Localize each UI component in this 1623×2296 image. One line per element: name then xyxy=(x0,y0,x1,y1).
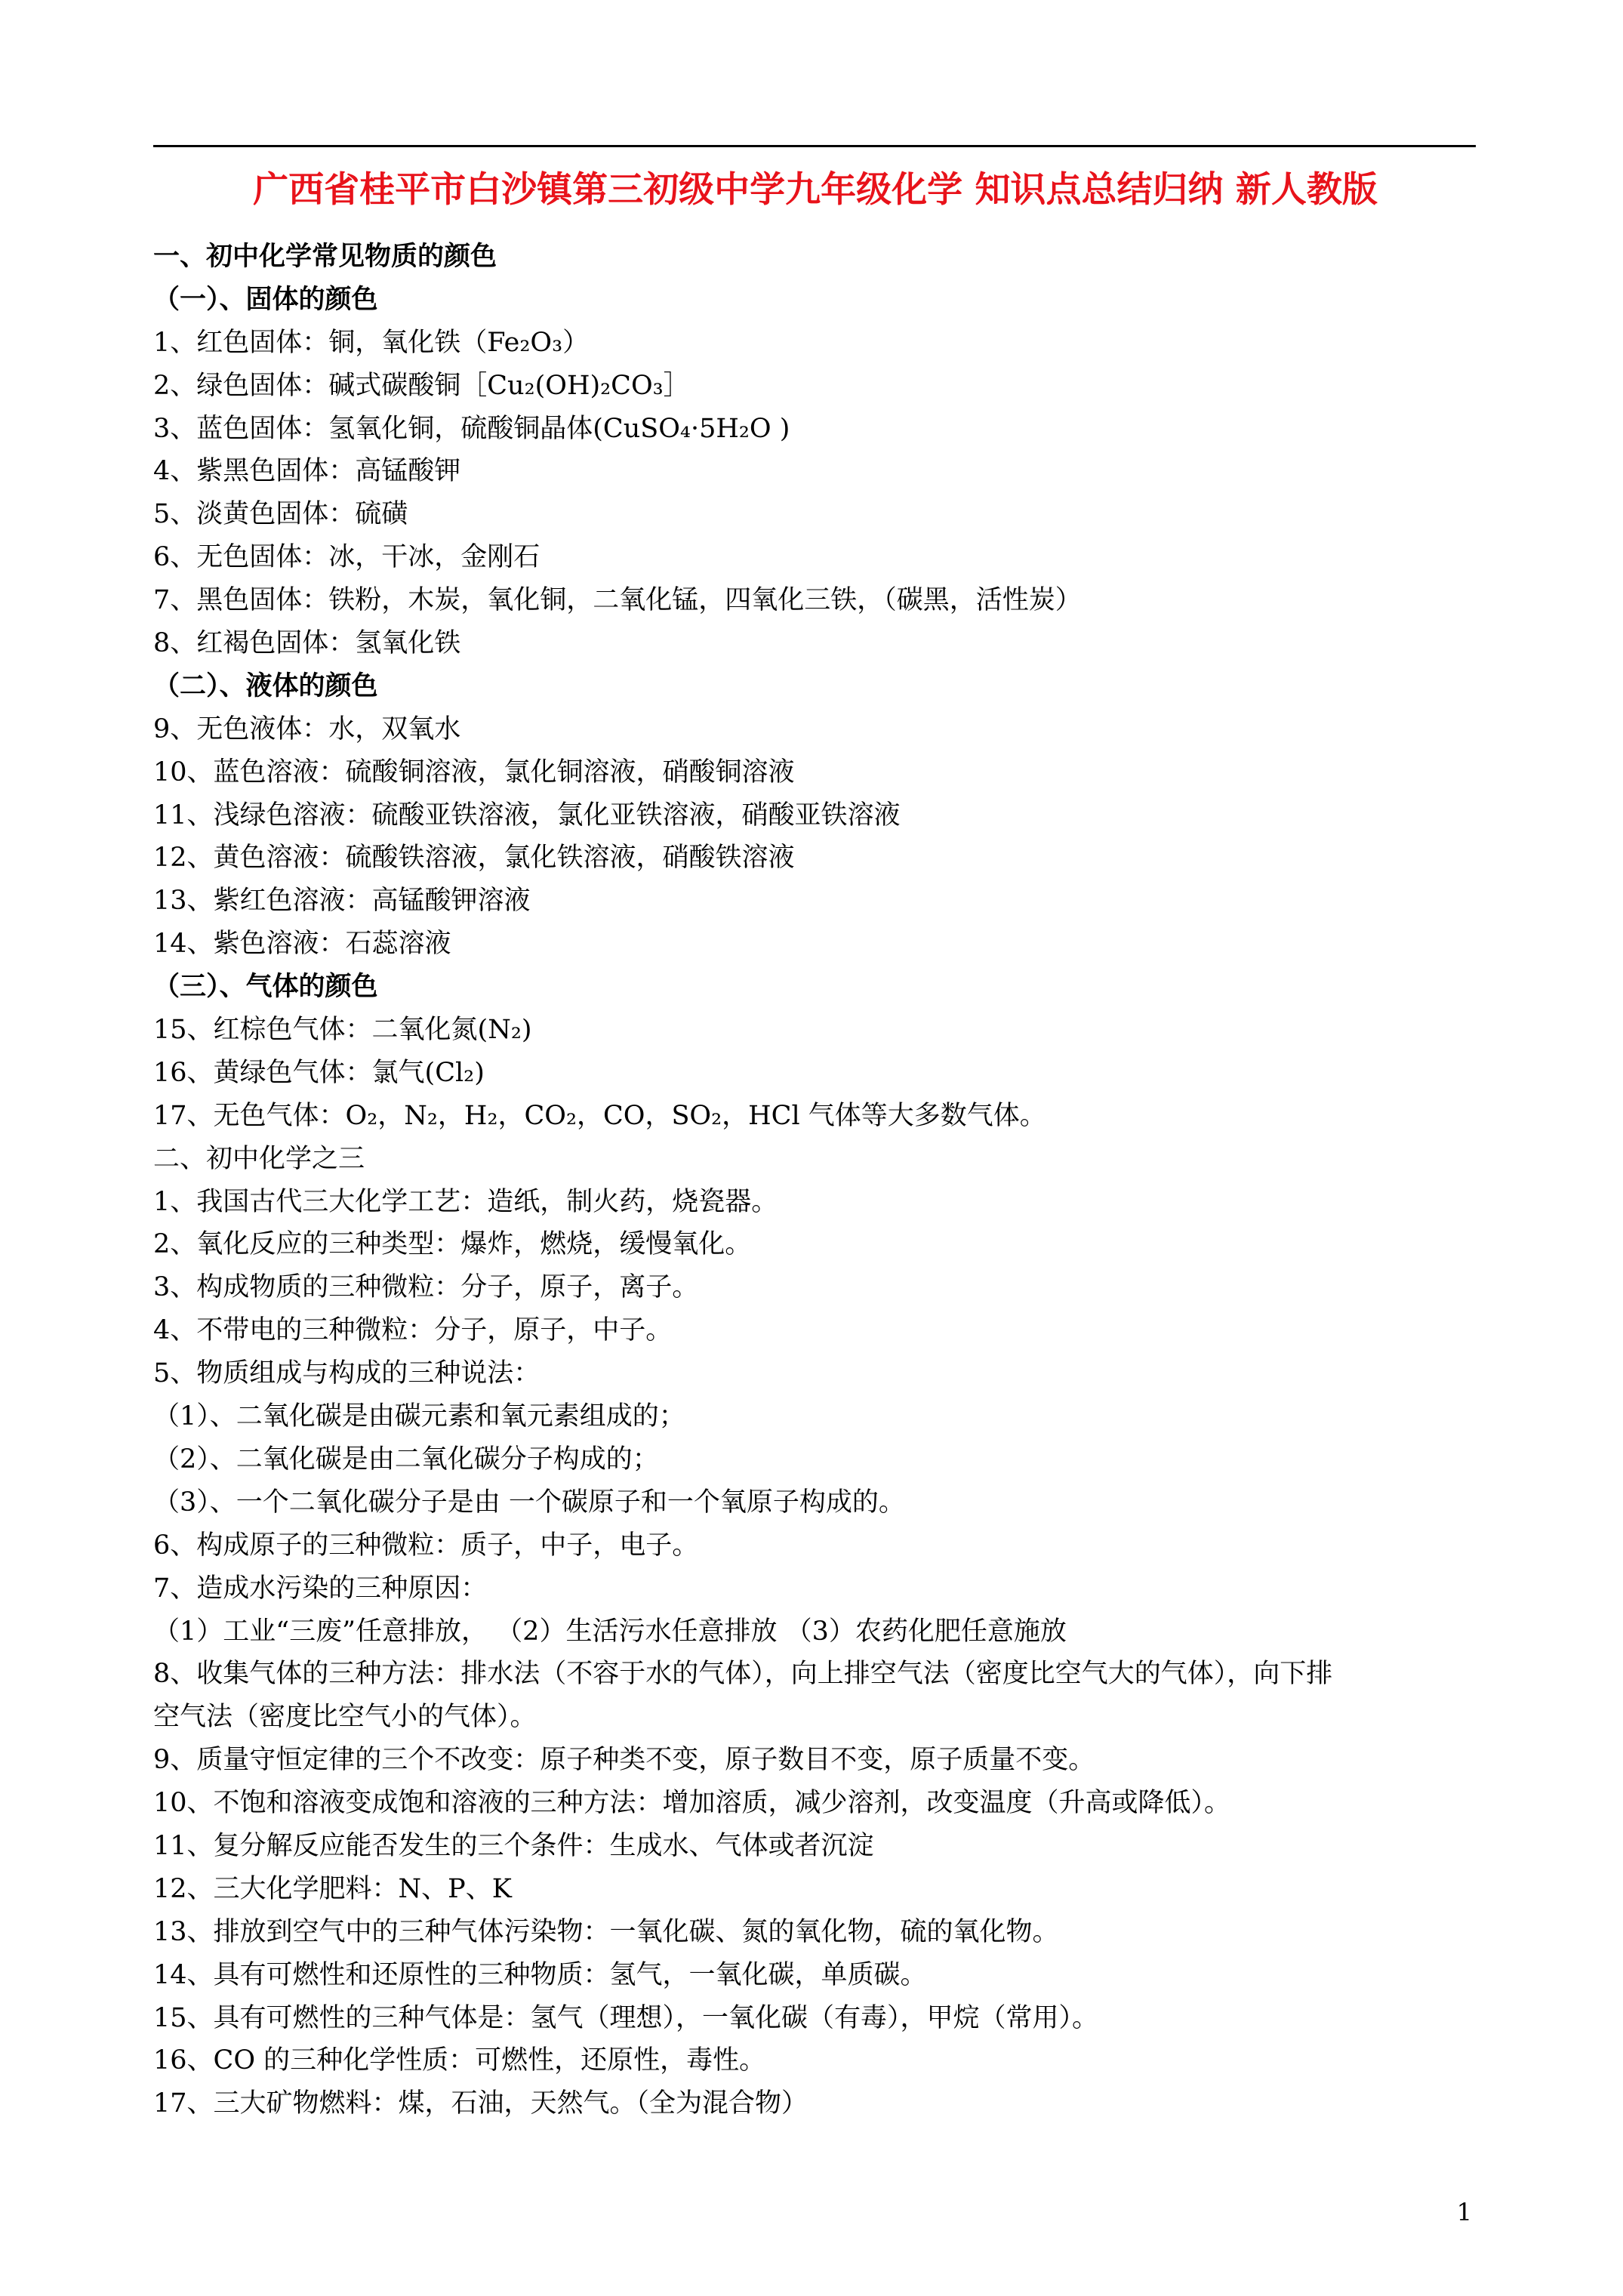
text-line: 9、无色液体：水，双氧水 xyxy=(153,713,461,744)
text-line: 3、构成物质的三种微粒：分子，原子，离子。 xyxy=(153,1272,699,1303)
text-line: 1、红色固体：铜，氧化铁（Fe₂O₃） xyxy=(153,327,590,358)
text-line: 6、构成原子的三种微粒：质子，中子，电子。 xyxy=(153,1530,699,1561)
text-line: 5、物质组成与构成的三种说法： xyxy=(153,1358,540,1389)
text-line: 10、不饱和溶液变成饱和溶液的三种方法：增加溶质，减少溶剂，改变温度（升高或降低）。 xyxy=(153,1788,1231,1819)
text-line: 13、紫红色溶液：高锰酸钾溶液 xyxy=(153,886,531,917)
page-number: 1 xyxy=(1456,2198,1472,2227)
text-line: 4、紫黑色固体：高锰酸钾 xyxy=(153,456,461,487)
text-line: 1、我国古代三大化学工艺：造纸，制火药，烧瓷器。 xyxy=(153,1186,778,1217)
text-line: 10、蓝色溶液：硫酸铜溶液，氯化铜溶液，硝酸铜溶液 xyxy=(153,757,795,787)
text-line: 6、无色固体：冰，干冰，金刚石 xyxy=(153,542,540,573)
text-line: 5、淡黄色固体：硫磺 xyxy=(153,499,408,530)
text-line: 二、初中化学之三 xyxy=(153,1143,365,1174)
text-line: 14、具有可燃性和还原性的三种物质：氢气，一氧化碳，单质碳。 xyxy=(153,1959,927,1990)
text-line: 17、三大矿物燃料：煤，石油，天然气。（全为混合物） xyxy=(153,2088,808,2119)
text-line: 15、具有可燃性的三种气体是：氢气（理想），一氧化碳（有毒），甲烷（常用）。 xyxy=(153,2002,1099,2033)
text-line: 2、氧化反应的三种类型：爆炸，燃烧，缓慢氧化。 xyxy=(153,1229,752,1260)
section-heading: 一、初中化学常见物质的颜色 xyxy=(153,241,497,272)
document-title: 广西省桂平市白沙镇第三初级中学九年级化学 知识点总结归纳 新人教版 xyxy=(253,169,1378,211)
text-line: （1）、二氧化碳是由碳元素和氧元素组成的； xyxy=(153,1401,685,1432)
text-line: 9、质量守恒定律的三个不改变：原子种类不变，原子数目不变，原子质量不变。 xyxy=(153,1745,1095,1776)
text-line: 15、红棕色气体：二氧化氮(N₂) xyxy=(153,1015,532,1046)
text-line: 14、紫色溶液：石蕊溶液 xyxy=(153,929,451,960)
text-line: （2）、二氧化碳是由二氧化碳分子构成的； xyxy=(153,1444,659,1475)
text-line: （3）、一个二氧化碳分子是由 一个碳原子和一个氧原子构成的。 xyxy=(153,1487,905,1518)
text-line: 16、CO 的三种化学性质：可燃性，还原性，毒性。 xyxy=(153,2045,766,2076)
section-heading: （二）、液体的颜色 xyxy=(153,670,378,701)
text-line: 空气法（密度比空气小的气体）。 xyxy=(153,1702,537,1733)
text-line: 12、三大化学肥料：N、P、K xyxy=(153,1873,512,1904)
text-line: 11、浅绿色溶液：硫酸亚铁溶液，氯化亚铁溶液，硝酸亚铁溶液 xyxy=(153,800,901,831)
text-line: 7、造成水污染的三种原因： xyxy=(153,1573,488,1604)
text-line: 11、复分解反应能否发生的三个条件：生成水、气体或者沉淀 xyxy=(153,1830,874,1861)
text-line: 16、黄绿色气体：氯气(Cl₂) xyxy=(153,1057,485,1088)
text-line: 12、黄色溶液：硫酸铁溶液，氯化铁溶液，硝酸铁溶液 xyxy=(153,843,795,874)
text-line: （1）工业“三废”任意排放， （2）生活污水任意排放 （3）农药化肥任意施放 xyxy=(153,1616,1067,1647)
text-line: 13、排放到空气中的三种气体污染物：一氧化碳、氮的氧化物，硫的氧化物。 xyxy=(153,1916,1059,1947)
text-line: 7、黑色固体：铁粉，木炭，氧化铜，二氧化锰，四氧化三铁，（碳黑，活性炭） xyxy=(153,585,1082,616)
text-line: 8、收集气体的三种方法：排水法（不容于水的气体），向上排空气法（密度比空气大的气体），向下排 xyxy=(153,1659,1333,1690)
section-heading: （一）、固体的颜色 xyxy=(153,283,378,315)
text-line: 4、不带电的三种微粒：分子，原子，中子。 xyxy=(153,1315,673,1346)
text-line: 8、红褐色固体：氢氧化铁 xyxy=(153,628,461,659)
text-line: 3、蓝色固体：氢氧化铜，硫酸铜晶体(CuSO₄·5H₂O ) xyxy=(153,413,790,444)
text-line: 2、绿色固体：碱式碳酸铜［Cu₂(OH)₂CO₃］ xyxy=(153,370,690,401)
header-rule xyxy=(153,145,1476,147)
section-heading: （三）、气体的颜色 xyxy=(153,971,378,1003)
text-line: 17、无色气体：O₂，N₂，H₂，CO₂，CO，SO₂，HCl 气体等大多数气体。 xyxy=(153,1100,1046,1131)
document-body xyxy=(153,236,1482,2125)
